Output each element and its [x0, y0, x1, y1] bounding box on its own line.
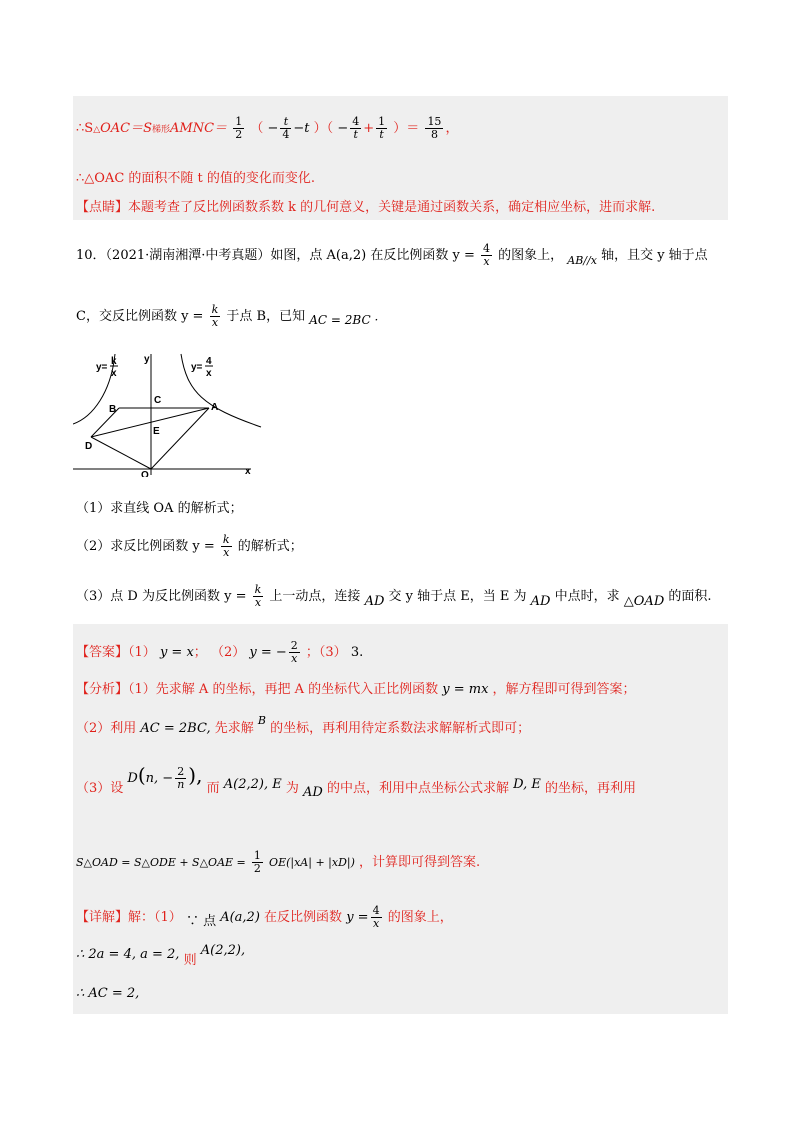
subquestion-1: （1）求直线 OA 的解析式； — [76, 501, 243, 516]
analysis-line-4: S△OAD = S△ODE + S△OAE = $\frac{1}{2}$ OE(|xA| + |xD|) ，计算即可得到答案. — [76, 849, 481, 875]
right-func-num: 4 — [206, 356, 212, 367]
answer-line: 【答案】（1） y = x； （2） y = − $\frac{2}{x}$ ；（3） 3. — [76, 639, 364, 665]
tip-line: 【点睛】本题考查了反比例函数系数 k 的几何意义，关键是通过函数关系，确定相应坐标，进而求解. — [76, 200, 656, 215]
question-line-1: 10．（2021·湖南湘潭·中考真题）如图，点 A(a,2) 在反比例函数 y = $\frac{4}{x}$ 的图象上， $_{AB//x}$ 轴，且交 y 轴于点 — [76, 242, 708, 268]
detail-line-3: ∴ AC = 2, — [76, 986, 140, 1001]
question-line-2: C，交反比例函数 y = $\frac{k}{x}$ 于点 B，已知 AC = 2BC · — [76, 303, 379, 329]
left-func-den: x — [111, 368, 117, 379]
point-b-label: B — [109, 404, 117, 415]
subquestion-3: （3）点 D 为反比例函数 y = $\frac{k}{x}$ 上一动点，连接 AD 交 y 轴于点 E，当 E 为 AD 中点时，求 △OAD 的面积. — [76, 583, 712, 609]
y-axis-label: y — [144, 354, 150, 365]
detail-line-1: 【详解】解：（1） ∵ 点 A(a,2) 在反比例函数 y = $\frac{4}{x}$ 的图象上， — [76, 904, 453, 930]
analysis-line-1: 【分析】（1）先求解 A 的坐标，再把 A 的坐标代入正比例函数 y = mx ，解方程即可得到答案； — [76, 682, 636, 697]
x-axis-label: x — [245, 466, 251, 477]
point-d-label: D — [85, 441, 93, 452]
area-conclusion-line: ∴△OAC 的面积不随 t 的值的变化而变化. — [76, 171, 316, 186]
area-equation-line: ∴S△OAC＝S梯形AMNC＝ $\frac{1}{2}$ （ − $\frac{t}{4}$ −t ）（ − $\frac{4}{t}$ + $\frac{1}{t}$ ）＝ $\frac{15}{8}$ ， — [76, 115, 459, 141]
left-func-num: k — [111, 356, 117, 367]
point-o-label: O — [141, 470, 149, 477]
detail-line-2: ∴ 2a = 4, a = 2, 则 A(2,2), — [76, 943, 246, 968]
point-c-label: C — [154, 395, 162, 406]
hyperbola-figure — [73, 352, 263, 477]
left-func-label: y= — [96, 362, 108, 373]
right-func-label: y= — [191, 362, 203, 373]
point-e-label: E — [153, 426, 160, 437]
analysis-line-3: （3）设 D(n, − $\frac{2}{n}$ ), 而 A(2,2), E 为 AD 的中点，利用中点坐标公式求解 D, E 的坐标，再利用 — [76, 763, 637, 800]
right-func-den: x — [206, 368, 212, 379]
point-a-label: A — [211, 402, 219, 413]
segment-oa — [151, 408, 209, 469]
analysis-line-2: （2）利用 AC = 2BC, 先求解 $^B$ 的坐标，再利用待定系数法求解解析式即可； — [76, 714, 531, 736]
segment-do — [91, 437, 151, 469]
subquestion-2: （2）求反比例函数 y = $\frac{k}{x}$ 的解析式； — [76, 533, 303, 559]
